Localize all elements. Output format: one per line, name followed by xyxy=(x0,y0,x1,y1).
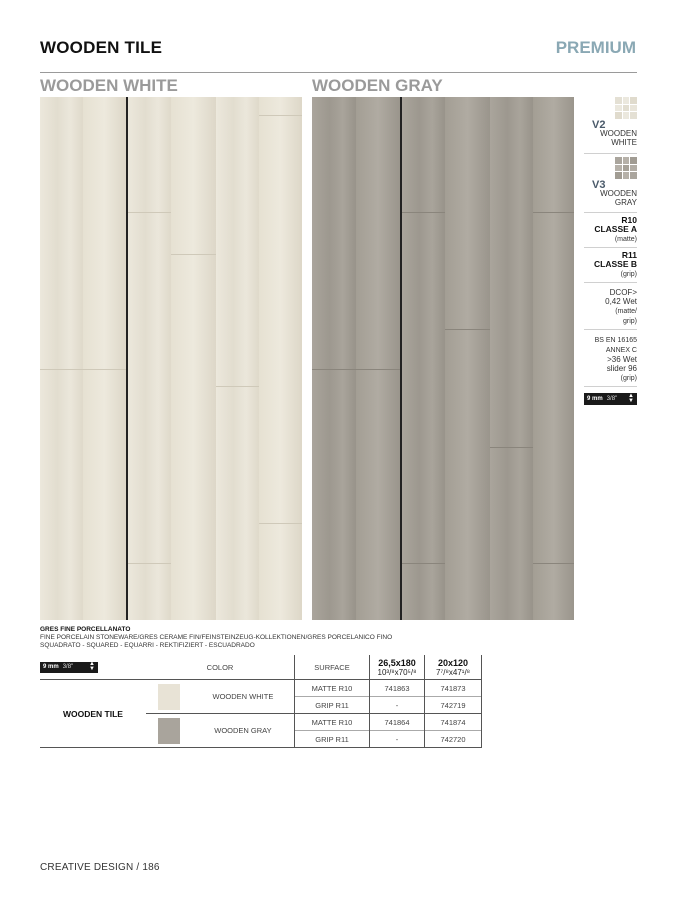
swatch-name: WOODEN WHITE xyxy=(600,129,637,147)
page-title: WOODEN TILE xyxy=(40,38,163,57)
header-divider xyxy=(40,72,637,73)
subtitle-wooden-gray: WOODEN GRAY xyxy=(312,76,443,95)
product-description: GRES FINE PORCELLANATO FINE PORCELAIN STONEWARE/GRES CERAME FIN/FEINSTEINZEUG-KOLLEKTIONEN/GRES PORCELANICO FINO SQUADRATO - SQUARED - EQUARRI - REKTIFIZIERT - ESCUADRADO xyxy=(40,626,393,649)
plank xyxy=(83,97,126,620)
plank xyxy=(128,97,171,620)
plank-joint xyxy=(445,329,490,330)
plank-joint xyxy=(128,563,171,564)
plank-joint xyxy=(216,386,259,387)
swatch-name: WOODEN GRAY xyxy=(600,189,637,207)
plank xyxy=(533,97,574,620)
plank xyxy=(259,97,302,620)
plank-joint xyxy=(128,212,171,213)
surface-cell: MATTE R10 xyxy=(295,714,370,731)
plank-joint xyxy=(40,369,126,370)
code-cell: 741864 xyxy=(370,714,425,731)
plank-joint xyxy=(259,115,302,116)
mosaic-white xyxy=(615,97,637,119)
plank-joint xyxy=(533,212,574,213)
spec-bs: BS EN 16165 ANNEX C >36 Wet slider 96 (grip) xyxy=(584,330,637,387)
spec-r11: R11 CLASSE B (grip) xyxy=(584,248,637,283)
surface-cell: GRIP R11 xyxy=(295,697,370,714)
swatch-v3 xyxy=(584,154,637,213)
thickness-badge: 9 mm 3/8" ▲ ▼ xyxy=(40,662,98,673)
plank-joint xyxy=(402,212,445,213)
code-cell: 741874 xyxy=(425,714,482,731)
code-cell: - xyxy=(370,697,425,714)
surface-cell: MATTE R10 xyxy=(295,680,370,697)
plank-joint xyxy=(490,447,533,448)
plank xyxy=(171,97,216,620)
col-header-surface: SURFACE xyxy=(295,655,370,680)
plank-joint xyxy=(312,369,400,370)
subtitle-wooden-white: WOODEN WHITE xyxy=(40,76,178,95)
product-name: WOODEN TILE xyxy=(40,680,146,748)
wooden-white-photo xyxy=(40,97,302,620)
plank xyxy=(402,97,445,620)
code-cell: 741863 xyxy=(370,680,425,697)
code-cell: 742720 xyxy=(425,731,482,748)
thickness-badge: 9 mm 3/8" ▲ ▼ xyxy=(584,393,637,405)
plank xyxy=(312,97,356,620)
color-wooden-white: WOODEN WHITE xyxy=(192,680,295,714)
col-header-size2: 20x120 7⁷/⁸x47¹/⁸ xyxy=(425,655,482,680)
plank xyxy=(40,97,83,620)
mosaic-gray xyxy=(615,157,637,179)
plank-joint xyxy=(259,523,302,524)
plank-joint xyxy=(402,563,445,564)
wooden-gray-photo xyxy=(312,97,574,620)
product-table xyxy=(40,655,482,748)
plank-joint xyxy=(171,254,216,255)
plank xyxy=(216,97,259,620)
page-footer: CREATIVE DESIGN / 186 xyxy=(40,862,160,873)
col-header-size1: 26,5x180 10³/⁸x70⁵/⁸ xyxy=(370,655,425,680)
code-cell: - xyxy=(370,731,425,748)
updown-arrows-icon: ▲ ▼ xyxy=(89,661,95,672)
code-cell: 741873 xyxy=(425,680,482,697)
plank xyxy=(490,97,533,620)
plank xyxy=(356,97,400,620)
updown-arrows-icon: ▲ ▼ xyxy=(628,393,634,404)
swatch-v2 xyxy=(584,97,637,154)
spec-r10: R10 CLASSE A (matte) xyxy=(584,213,637,248)
color-chip-gray xyxy=(158,718,180,744)
spec-sidebar xyxy=(584,97,637,405)
color-chip-white xyxy=(158,684,180,710)
plank-joint xyxy=(533,563,574,564)
plank xyxy=(445,97,490,620)
col-header-color: COLOR xyxy=(146,655,295,680)
spec-dcof: DCOF> 0,42 Wet (matte/ grip) xyxy=(584,283,637,330)
swatch-code: V2 xyxy=(592,119,606,131)
surface-cell: GRIP R11 xyxy=(295,731,370,748)
color-wooden-gray: WOODEN GRAY xyxy=(192,714,295,748)
swatch-code: V3 xyxy=(592,179,606,191)
collection-label: PREMIUM xyxy=(555,38,636,57)
code-cell: 742719 xyxy=(425,697,482,714)
